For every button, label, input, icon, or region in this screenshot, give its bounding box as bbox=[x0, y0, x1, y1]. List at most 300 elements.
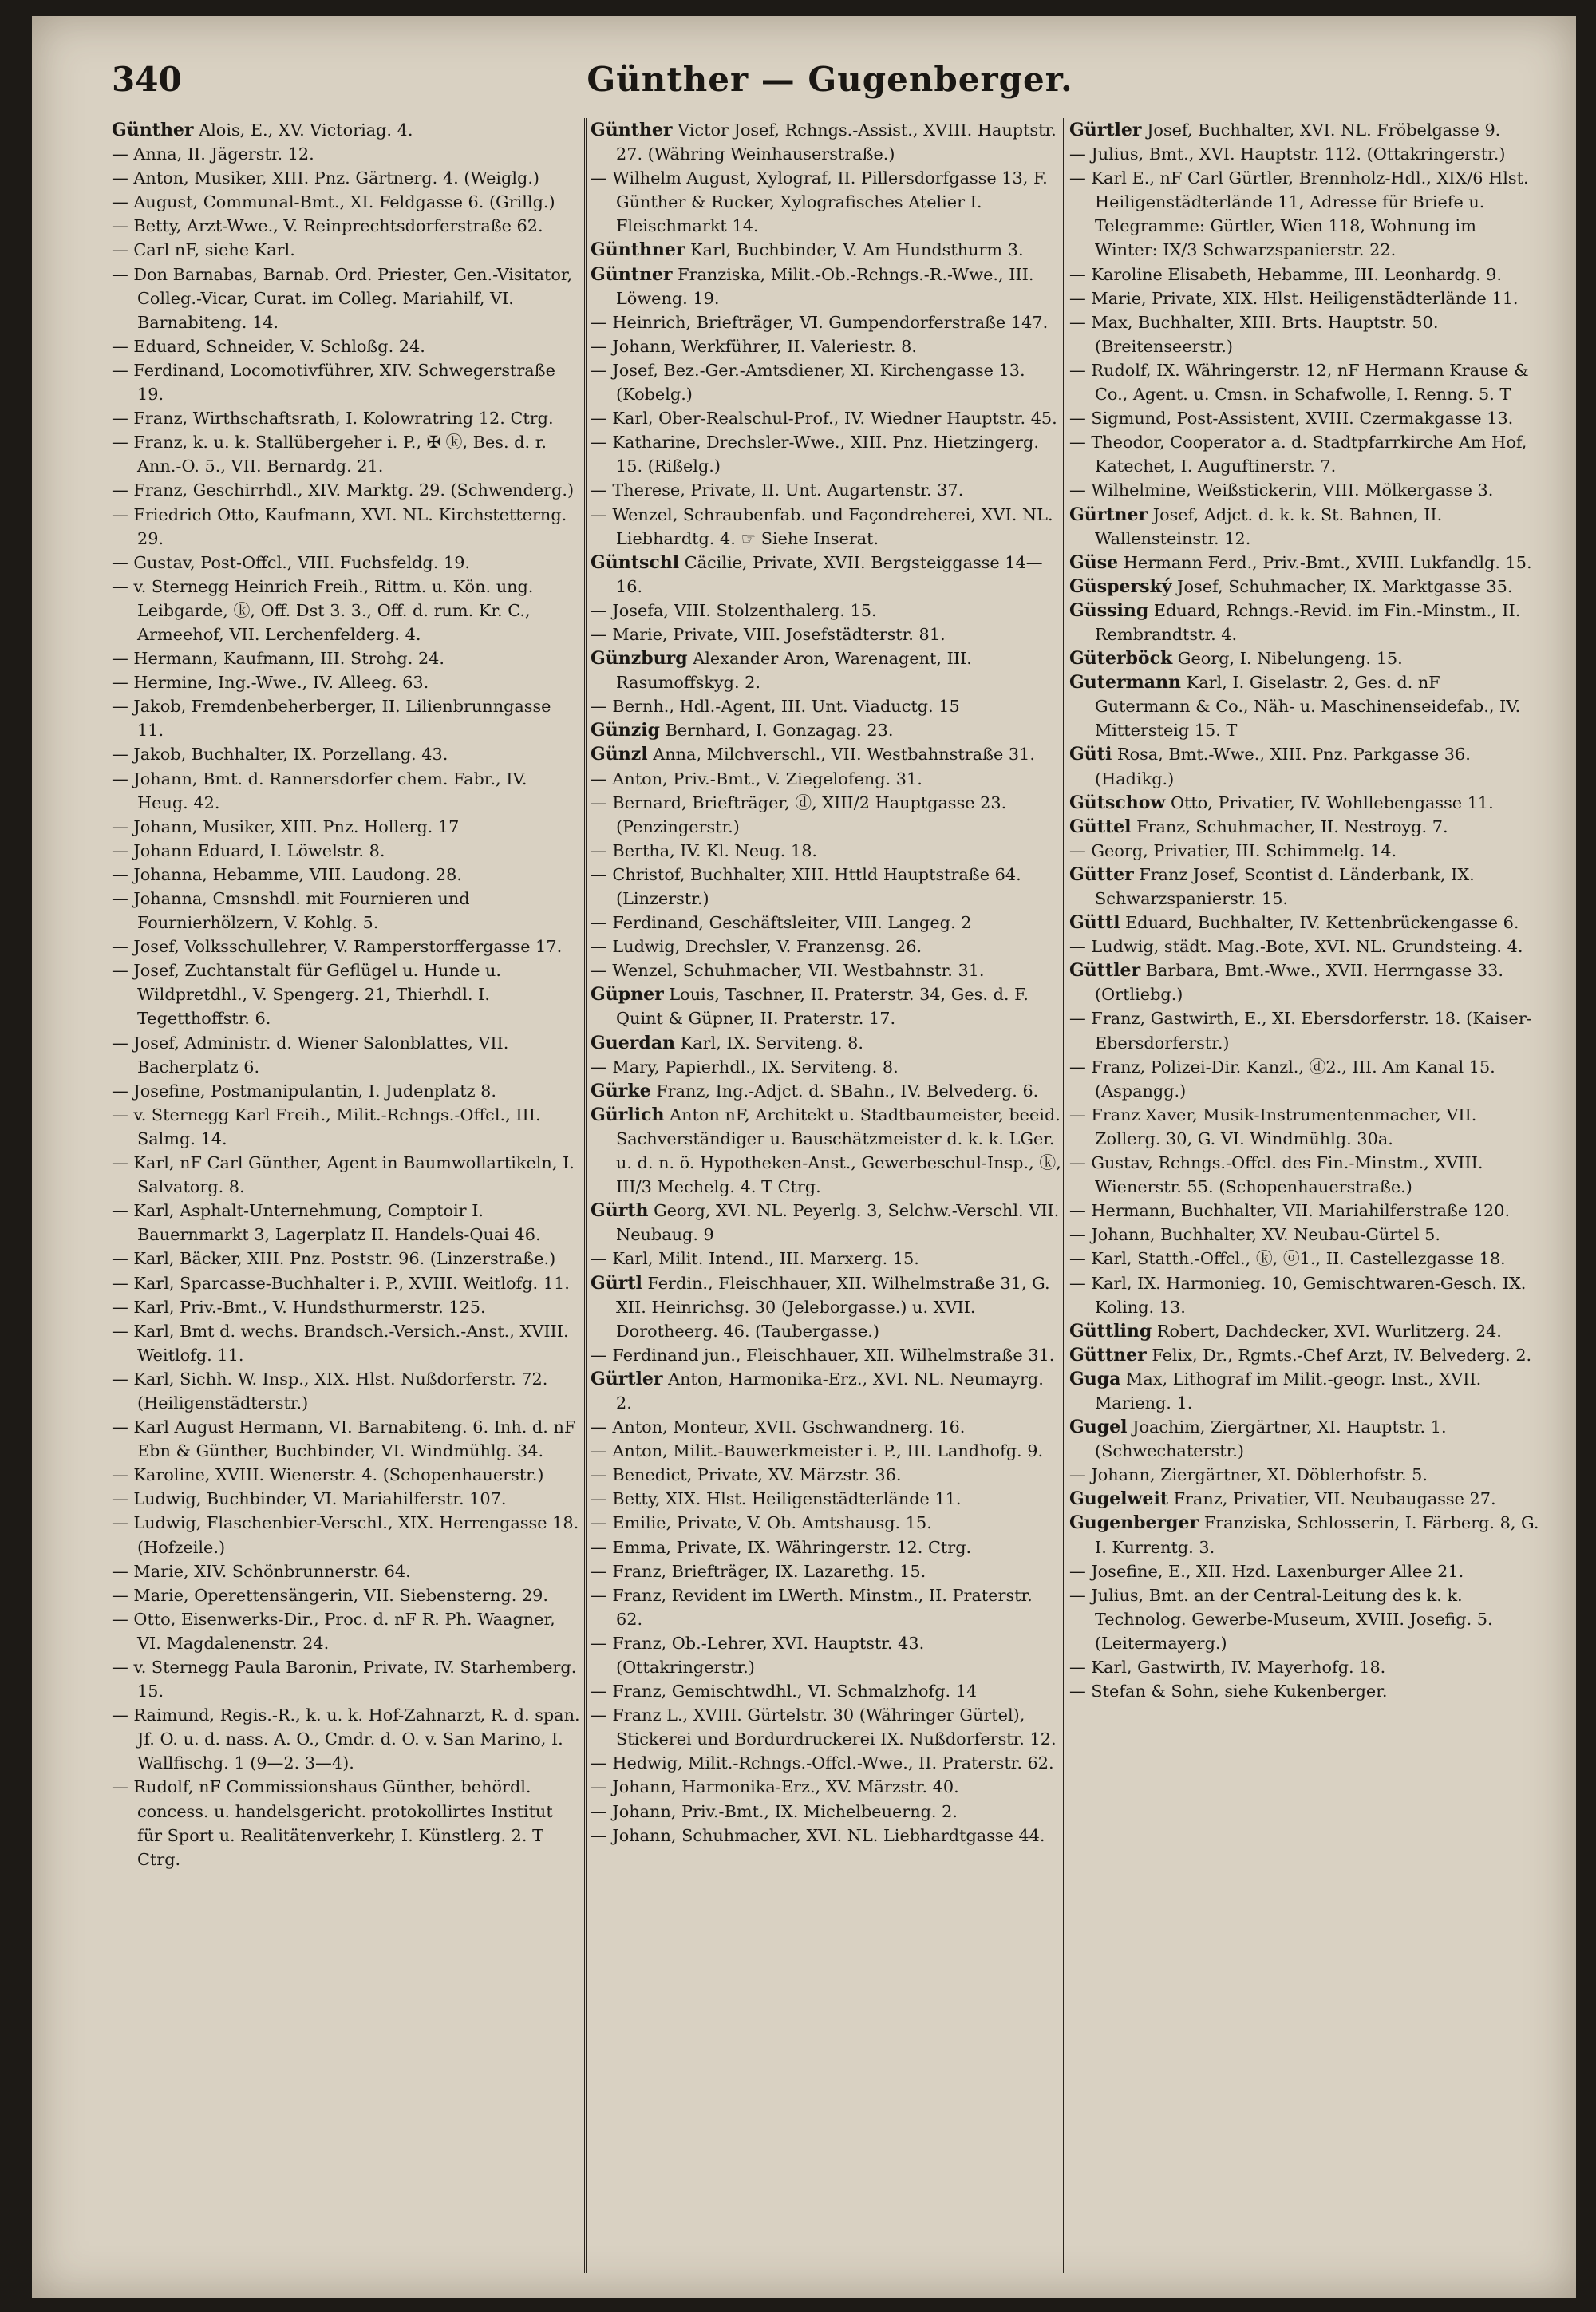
entry-surname: Güttl bbox=[1069, 912, 1120, 934]
entry-text: Anton nF, Architekt u. Stadtbaumeister, beeid. Sachverständiger u. Bauschätzmeister d. k. k. LGer. u. d. n. ö. Hypotheken-Anst., Gewerbeschul-Insp., ⓚ, III/3 Mechelg. 4. T Ctrg. bbox=[616, 1105, 1067, 1197]
directory-entry bbox=[591, 1703, 1061, 1751]
entry-text: — Ferdinand, Geschäftsleiter, VIII. Langeg. 2 bbox=[591, 913, 972, 933]
directory-entry bbox=[591, 1751, 1061, 1775]
directory-entry bbox=[112, 887, 583, 935]
entry-surname: Güttel bbox=[1069, 816, 1132, 837]
directory-entry bbox=[112, 742, 583, 766]
entry-text: — Karl, Bäcker, XIII. Pnz. Poststr. 96. (Linzerstraße.) bbox=[112, 1249, 556, 1269]
column-2 bbox=[591, 118, 1067, 2273]
entry-text: — Bertha, IV. Kl. Neug. 18. bbox=[591, 840, 818, 860]
directory-entry bbox=[591, 1415, 1061, 1439]
entry-text: — Bernh., Hdl.-Agent, III. Unt. Viaductg. 15 bbox=[591, 697, 960, 717]
directory-entry bbox=[112, 694, 583, 742]
entry-surname: Günther bbox=[112, 120, 194, 140]
directory-entry bbox=[591, 1199, 1065, 1247]
entry-text: Franziska, Schlosserin, I. Färberg. 8, G. I. Kurrentg. 3. bbox=[1095, 1513, 1545, 1557]
entry-text: — Friedrich Otto, Kaufmann, XVI. NL. Kirchstetterng. 29. bbox=[112, 504, 572, 548]
entry-text: — Julius, Bmt., XVI. Hauptstr. 112. (Ottakringerstr.) bbox=[1069, 144, 1506, 164]
entry-text: Josef, Adjct. d. k. k. St. Bahnen, II. Wallensteinstr. 12. bbox=[1095, 504, 1448, 548]
directory-entry bbox=[591, 1583, 1061, 1631]
directory-entry bbox=[1069, 1463, 1540, 1487]
directory-entry bbox=[112, 430, 583, 478]
directory-entry bbox=[112, 1031, 583, 1079]
directory-entry bbox=[591, 1055, 1061, 1079]
directory-entry bbox=[112, 358, 583, 406]
entry-surname: Günthner bbox=[591, 239, 685, 261]
entry-text: — Mary, Papierhdl., IX. Serviteng. 8. bbox=[591, 1057, 899, 1077]
directory-entry bbox=[112, 1367, 583, 1415]
entry-text: — v. Sternegg Karl Freih., Milit.-Rchngs.-Offcl., III. Salmg. 14. bbox=[112, 1105, 547, 1148]
entry-surname: Gürtl bbox=[591, 1272, 642, 1294]
entry-surname: Gürtler bbox=[591, 1368, 663, 1389]
directory-entry bbox=[591, 238, 1061, 262]
directory-entry bbox=[112, 334, 583, 358]
directory-entry bbox=[591, 1800, 1061, 1824]
entry-text: Eduard, Buchhalter, IV. Kettenbrückengasse 6. bbox=[1120, 913, 1519, 933]
directory-entry bbox=[112, 263, 583, 334]
directory-entry bbox=[112, 1151, 583, 1199]
directory-entry bbox=[1069, 310, 1540, 358]
entry-text: Rosa, Bmt.-Wwe., XIII. Pnz. Parkgasse 36. (Hadikg.) bbox=[1095, 745, 1476, 788]
entry-text: — Hedwig, Milit.-Rchngs.-Offcl.-Wwe., II. Praterstr. 62. bbox=[591, 1753, 1054, 1773]
entry-surname: Gürke bbox=[591, 1080, 651, 1101]
entry-surname: Gugel bbox=[1069, 1417, 1128, 1438]
entry-text: — August, Communal-Bmt., XI. Feldgasse 6. (Grillg.) bbox=[112, 192, 555, 212]
entry-surname: Guga bbox=[1069, 1368, 1121, 1389]
entry-text: — Johann, Buchhalter, XV. Neubau-Gürtel 5. bbox=[1069, 1225, 1440, 1245]
entry-text: Barbara, Bmt.-Wwe., XVII. Herrngasse 33. (Ortliebg.) bbox=[1095, 961, 1509, 1005]
directory-entry bbox=[1069, 1103, 1540, 1151]
entry-text: — Franz, Gastwirth, E., XI. Ebersdorferstr. 18. (Kaiser-Ebersdorferstr.) bbox=[1069, 1009, 1532, 1053]
directory-entry bbox=[112, 767, 583, 815]
entry-text: — Bernard, Briefträger, ⓓ, XIII/2 Hauptgasse 23. (Penzingerstr.) bbox=[591, 792, 1012, 836]
entry-text: — Anton, Milit.-Bauwerkmeister i. P., III. Landhofg. 9. bbox=[591, 1441, 1044, 1461]
entry-surname: Gürtler bbox=[1069, 120, 1142, 140]
entry-text: — Josef, Volksschullehrer, V. Ramperstorffergasse 17. bbox=[112, 937, 563, 957]
directory-entry bbox=[591, 358, 1061, 406]
entry-text: Hermann Ferd., Priv.-Bmt., XVIII. Lukfandlg. 15. bbox=[1118, 552, 1532, 572]
entry-surname: Güse bbox=[1069, 551, 1119, 573]
entry-text: — Anna, II. Jägerstr. 12. bbox=[112, 144, 314, 164]
directory-entry bbox=[591, 622, 1061, 646]
entry-text: — Johann, Ziergärtner, XI. Döblerhofstr. 5. bbox=[1069, 1465, 1428, 1485]
entry-surname: Güntschl bbox=[591, 551, 680, 573]
directory-entry bbox=[112, 1463, 583, 1487]
entry-text: — Karl, Gastwirth, IV. Mayerhofg. 18. bbox=[1069, 1658, 1386, 1677]
directory-entry bbox=[1069, 1559, 1540, 1583]
directory-entry bbox=[591, 958, 1061, 982]
entry-text: — Karl, nF Carl Günther, Agent in Baumwollartikeln, I. Salvatorg. 8. bbox=[112, 1153, 580, 1197]
directory-entry bbox=[1069, 430, 1540, 478]
entry-text: — Benedict, Private, XV. Märzstr. 36. bbox=[591, 1465, 902, 1485]
directory-entry bbox=[112, 1703, 586, 1775]
entry-text: Bernhard, I. Gonzagag. 23. bbox=[660, 721, 894, 741]
entry-text: — Don Barnabas, Barnab. Ord. Priester, Gen.-Visitator, Colleg.-Vicar, Curat. im Colleg. Mariahilf, VI. Barnabiteng. 14. bbox=[112, 264, 578, 332]
entry-text: — Hermann, Kaufmann, III. Strohg. 24. bbox=[112, 649, 445, 669]
directory-entry bbox=[1069, 575, 1540, 599]
directory-entry bbox=[1069, 1415, 1540, 1463]
entry-text: — Betty, Arzt-Wwe., V. Reinprechtsdorferstraße 62. bbox=[112, 216, 543, 236]
directory-entry bbox=[591, 334, 1061, 358]
directory-entry bbox=[1069, 1343, 1540, 1367]
directory-entry bbox=[112, 551, 583, 575]
entry-text: — Emilie, Private, V. Ob. Amtshausg. 15. bbox=[591, 1513, 932, 1533]
entry-text: — Ludwig, städt. Mag.-Bote, XVI. NL. Grundsteing. 4. bbox=[1069, 937, 1523, 957]
directory-entry bbox=[591, 1487, 1061, 1511]
directory-entry bbox=[1069, 1367, 1540, 1415]
entry-text: — Anton, Priv.-Bmt., V. Ziegelofeng. 31. bbox=[591, 769, 922, 788]
entry-text: — Marie, XIV. Schönbrunnerstr. 64. bbox=[112, 1561, 411, 1581]
directory-entry bbox=[591, 646, 1061, 694]
directory-entry bbox=[112, 1103, 583, 1151]
entry-text: — Franz, k. u. k. Stallübergeher i. P., ✠ ⓚ, Bes. d. r. Ann.-O. 5., VII. Bernardg. 21. bbox=[112, 433, 552, 476]
directory-entry bbox=[1069, 1655, 1540, 1679]
entry-text: Ferdin., Fleischhauer, XII. Wilhelmstraße 31, G. XII. Heinrichsg. 30 (Jeleborgasse.) u. XVII. Dorotheerg. 46. (Taubergasse.) bbox=[616, 1273, 1056, 1341]
directory-entry bbox=[1069, 911, 1540, 935]
directory-entry bbox=[112, 1247, 583, 1271]
directory-entry bbox=[591, 863, 1061, 911]
entry-text: — Ludwig, Flaschenbier-Verschl., XIX. Herrengasse 18. (Hofzeile.) bbox=[112, 1513, 584, 1557]
directory-entry bbox=[591, 1463, 1061, 1487]
directory-entry bbox=[591, 1511, 1061, 1535]
entry-text: — Raimund, Regis.-R., k. u. k. Hof-Zahnarzt, R. d. span. Jf. O. u. d. nass. A. O., Cmdr. d. O. v. San Marino, I. Wallfischg. 1 (9—2. 3—4). bbox=[112, 1705, 586, 1773]
directory-entry bbox=[591, 430, 1061, 478]
directory-entry bbox=[1069, 263, 1540, 287]
directory-entry bbox=[1069, 1199, 1540, 1223]
entry-text: Franz, Ing.-Adjct. d. SBahn., IV. Belvederg. 6. bbox=[650, 1081, 1039, 1101]
directory-entry bbox=[1069, 1271, 1540, 1319]
entry-text: — Franz, Geschirrhdl., XIV. Marktg. 29. (Schwenderg.) bbox=[112, 480, 575, 500]
entry-surname: Günzburg bbox=[591, 648, 688, 670]
directory-entry bbox=[591, 767, 1061, 791]
entry-text: — Karl, Ober-Realschul-Prof., IV. Wiedner Hauptstr. 45. bbox=[591, 409, 1057, 429]
entry-text: — Rudolf, nF Commissionshaus Günther, behördl. concess. u. handelsgericht. protokollirtes Institut für Sport u. Realitätenverkehr, I. Künstlerg. 2. T Ctrg. bbox=[112, 1777, 559, 1869]
entry-text: Louis, Taschner, II. Praterstr. 34, Ges. d. F. Quint & Güpner, II. Praterstr. 17. bbox=[616, 985, 1034, 1029]
directory-entry bbox=[591, 551, 1061, 599]
entry-text: — Josef, Zuchtanstalt für Geflügel u. Hunde u. Wildpretdhl., V. Spengerg. 21, Thierhdl. I. Tegetthoffstr. 6. bbox=[112, 961, 507, 1029]
directory-entry bbox=[591, 599, 1061, 622]
directory-entry bbox=[591, 1367, 1061, 1415]
entry-text: — Franz, Gemischtwdhl., VI. Schmalzhofg. 14 bbox=[591, 1682, 978, 1701]
entry-surname: Güntner bbox=[591, 263, 673, 285]
entry-text: Josef, Schuhmacher, IX. Marktgasse 35. bbox=[1171, 576, 1513, 596]
entry-text: — Johann, Schuhmacher, XVI. NL. Liebhardtgasse 44. bbox=[591, 1825, 1045, 1845]
entry-text: — Wilhelmine, Weißstickerin, VIII. Mölkergasse 3. bbox=[1069, 480, 1494, 500]
directory-entry bbox=[591, 791, 1061, 839]
page-title: Günther — Gugenberger. bbox=[587, 60, 1073, 99]
directory-entry bbox=[1069, 1223, 1540, 1247]
directory-entry bbox=[112, 238, 583, 262]
directory-entry bbox=[112, 1271, 583, 1295]
directory-entry bbox=[1069, 358, 1540, 406]
directory-entry bbox=[591, 839, 1061, 863]
entry-text: — Ludwig, Drechsler, V. Franzensg. 26. bbox=[591, 937, 922, 957]
directory-entry bbox=[591, 1775, 1061, 1799]
entry-text: — Karoline Elisabeth, Hebamme, III. Leonhardg. 9. bbox=[1069, 264, 1503, 284]
page-number: 340 bbox=[112, 60, 182, 99]
entry-text: — Jakob, Fremdenbeherberger, II. Lilienbrunngasse 11. bbox=[112, 697, 557, 741]
directory-entry bbox=[112, 1079, 583, 1103]
entry-text: Max, Lithograf im Milit.-geogr. Inst., XVII. Marieng. 1. bbox=[1095, 1369, 1487, 1413]
entry-text: — Marie, Private, VIII. Josefstädterstr. 81. bbox=[591, 624, 946, 644]
entry-text: — Karl, Bmt d. wechs. Brandsch.-Versich.-Anst., XVIII. Weitlofg. 11. bbox=[112, 1321, 575, 1365]
directory-entry bbox=[1069, 503, 1540, 551]
directory-entry bbox=[591, 478, 1061, 502]
entry-text: Franz Josef, Scontist d. Länderbank, IX. Schwarzspanierstr. 15. bbox=[1095, 864, 1480, 908]
entry-text: — Karl August Hermann, VI. Barnabiteng. 6. Inh. d. nF Ebn & Günther, Buchbinder, VI. Windmühlg. 34. bbox=[112, 1417, 581, 1461]
directory-entry bbox=[1069, 646, 1540, 670]
directory-entry bbox=[112, 1775, 583, 1871]
entry-text: — Wilhelm August, Xylograf, II. Pillersdorfgasse 13, F. Günther & Rucker, Xylografisches Atelier I. Fleischmarkt 14. bbox=[591, 168, 1053, 236]
entry-text: — Josef, Administr. d. Wiener Salonblattes, VII. Bacherplatz 6. bbox=[112, 1033, 515, 1077]
entry-surname: Gütter bbox=[1069, 864, 1134, 885]
directory-entry bbox=[112, 1319, 583, 1367]
directory-entry bbox=[112, 190, 583, 214]
directory-entry bbox=[1069, 958, 1540, 1006]
entry-text: Josef, Buchhalter, XVI. NL. Fröbelgasse 9. bbox=[1141, 121, 1501, 140]
directory-entry bbox=[591, 1535, 1061, 1559]
directory-entry bbox=[112, 935, 583, 958]
entry-text: — Josefine, Postmanipulantin, I. Judenplatz 8. bbox=[112, 1081, 496, 1101]
entry-surname: Güttner bbox=[1069, 1344, 1147, 1365]
entry-text: — Heinrich, Briefträger, VI. Gumpendorferstraße 147. bbox=[591, 312, 1049, 332]
directory-entry bbox=[591, 1631, 1061, 1679]
directory-entry bbox=[1069, 1006, 1540, 1054]
entry-text: — Karl, IX. Harmonieg. 10, Gemischtwaren-Gesch. IX. Koling. 13. bbox=[1069, 1273, 1532, 1317]
entry-text: — Hermann, Buchhalter, VII. Mariahilferstraße 120. bbox=[1069, 1201, 1511, 1221]
directory-entry bbox=[112, 478, 583, 502]
entry-text: — Ludwig, Buchbinder, VI. Mariahilferstr. 107. bbox=[112, 1489, 507, 1509]
entry-text: — v. Sternegg Heinrich Freih., Rittm. u. Kön. ung. Leibgarde, ⓚ, Off. Dst 3. 3., Off. d. rum. Kr. C., Armeehof, VII. Lerchenfelderg. 4. bbox=[112, 576, 539, 644]
directory-entry bbox=[591, 1439, 1061, 1463]
entry-text: Eduard, Rchngs.-Revid. im Fin.-Minstm., II. Rembrandtstr. 4. bbox=[1095, 600, 1526, 644]
entry-surname: Günzl bbox=[591, 744, 648, 765]
entry-text: — Karl, Sichh. W. Insp., XIX. Hlst. Nußdorferstr. 72. (Heiligenstädterstr.) bbox=[112, 1369, 553, 1413]
column-1 bbox=[112, 118, 586, 2273]
entry-text: — Karl, Statth.-Offcl., ⓚ, ⓞ1., II. Castellezgasse 18. bbox=[1069, 1249, 1506, 1269]
directory-entry bbox=[1069, 1583, 1540, 1655]
directory-entry bbox=[591, 118, 1061, 166]
directory-entry bbox=[1069, 1511, 1545, 1559]
directory-entry bbox=[1069, 839, 1540, 863]
directory-entry bbox=[112, 166, 583, 190]
entry-text: — Marie, Private, XIX. Hlst. Heiligenstädterlände 11. bbox=[1069, 288, 1519, 308]
entry-text: — Franz L., XVIII. Gürtelstr. 30 (Währinger Gürtel), Stickerei und Bordurdruckerei IX. Nußdorferstr. 12. bbox=[591, 1705, 1057, 1749]
entry-surname: Günzig bbox=[591, 720, 661, 741]
directory-entry bbox=[112, 1607, 583, 1655]
directory-entry bbox=[112, 1655, 583, 1703]
directory-entry bbox=[591, 1079, 1061, 1103]
entry-surname: Güterböck bbox=[1069, 648, 1173, 670]
entry-text: Alexander Aron, Warenagent, III. Rasumoffskyg. 2. bbox=[616, 649, 978, 693]
directory-entry bbox=[112, 1511, 583, 1559]
directory-entry bbox=[1069, 935, 1540, 958]
directory-entry bbox=[112, 1295, 583, 1319]
directory-entry bbox=[1069, 1247, 1540, 1271]
entry-surname: Güssing bbox=[1069, 599, 1149, 621]
directory-entry bbox=[591, 982, 1061, 1030]
entry-text: Karl, IX. Serviteng. 8. bbox=[675, 1033, 863, 1053]
entry-text: — Katharine, Drechsler-Wwe., XIII. Pnz. Hietzingerg. 15. (Rißelg.) bbox=[591, 433, 1045, 476]
entry-text: — Gustav, Rchngs.-Offcl. des Fin.-Minstm., XVIII. Wienerstr. 55. (Schopenhauerstraße.) bbox=[1069, 1153, 1489, 1197]
directory-entry bbox=[591, 718, 1061, 742]
directory-entry bbox=[1069, 551, 1540, 575]
entry-text: — Marie, Operettensängerin, VII. Siebensterng. 29. bbox=[112, 1585, 549, 1605]
entry-text: — Hermine, Ing.-Wwe., IV. Alleeg. 63. bbox=[112, 673, 429, 693]
entry-text: — Karl, Sparcasse-Buchhalter i. P., XVIII. Weitlofg. 11. bbox=[112, 1273, 570, 1293]
entry-text: — Franz, Revident im LWerth. Minstm., II. Praterstr. 62. bbox=[591, 1585, 1038, 1629]
directory-entry bbox=[591, 1271, 1061, 1343]
entry-surname: Gürlich bbox=[591, 1104, 665, 1125]
entry-text: Georg, XVI. NL. Peyerlg. 3, Selchw.-Verschl. VII. Neubaug. 9 bbox=[616, 1201, 1065, 1245]
entry-text: — Franz, Polizei-Dir. Kanzl., ⓓ2., III. Am Kanal 15. (Aspangg.) bbox=[1069, 1057, 1501, 1101]
directory-entry bbox=[112, 863, 583, 887]
directory-entry bbox=[112, 118, 583, 142]
directory-entry bbox=[591, 935, 1061, 958]
directory-entry bbox=[1069, 478, 1540, 502]
entry-text: — Wenzel, Schuhmacher, VII. Westbahnstr. 31. bbox=[591, 961, 985, 981]
entry-text: — Eduard, Schneider, V. Schloßg. 24. bbox=[112, 336, 425, 356]
entry-text: — Johann, Harmonika-Erz., XV. Märzstr. 40. bbox=[591, 1777, 959, 1797]
directory-entry bbox=[112, 815, 583, 839]
directory-entry bbox=[112, 1487, 583, 1511]
entry-text: — Carl nF, siehe Karl. bbox=[112, 240, 295, 260]
entry-text: Georg, I. Nibelungeng. 15. bbox=[1172, 649, 1403, 669]
directory-entry bbox=[591, 1247, 1061, 1271]
entry-surname: Gütschow bbox=[1069, 792, 1166, 813]
entry-text: — Johann, Werkführer, II. Valeriestr. 8. bbox=[591, 336, 917, 356]
directory-entry bbox=[112, 839, 583, 863]
directory-entry bbox=[1069, 406, 1540, 430]
directory-entry bbox=[112, 958, 583, 1030]
entry-text: Alois, E., XV. Victoriag. 4. bbox=[193, 121, 413, 140]
entry-text: — Wenzel, Schraubenfab. und Façondreherei, XVI. NL. Liebhardtg. 4. ☞ Siehe Inserat. bbox=[591, 504, 1059, 548]
directory-entry bbox=[591, 694, 1061, 718]
directory-entry bbox=[112, 646, 583, 670]
entry-surname: Gürth bbox=[591, 1200, 649, 1222]
directory-entry bbox=[1069, 863, 1540, 911]
directory-entry bbox=[1069, 1151, 1540, 1199]
entry-text: — Karl, Asphalt-Unternehmung, Comptoir I. Bauernmarkt 3, Lagerplatz II. Handels-Quai 46. bbox=[112, 1201, 541, 1245]
page-header bbox=[112, 60, 1548, 108]
entry-text: Franz, Privatier, VII. Neubaugasse 27. bbox=[1167, 1489, 1496, 1509]
directory-entry bbox=[1069, 815, 1540, 839]
entry-text: — Josef, Bez.-Ger.-Amtsdiener, XI. Kirchengasse 13. (Kobelg.) bbox=[591, 360, 1031, 405]
entry-text: — Ferdinand, Locomotivführer, XIV. Schwegerstraße 19. bbox=[112, 360, 561, 405]
entry-text: — Franz, Briefträger, IX. Lazarethg. 15. bbox=[591, 1561, 926, 1581]
directory-entry bbox=[1069, 287, 1540, 310]
entry-surname: Güsperský bbox=[1069, 575, 1172, 597]
entry-text: — Georg, Privatier, III. Schimmelg. 14. bbox=[1069, 840, 1397, 860]
entry-text: — Otto, Eisenwerks-Dir., Proc. d. nF R. Ph. Waagner, VI. Magdalenenstr. 24. bbox=[112, 1609, 561, 1653]
directory-entry bbox=[1069, 1487, 1540, 1511]
entry-text: — Franz, Ob.-Lehrer, XVI. Hauptstr. 43. (Ottakringerstr.) bbox=[591, 1633, 930, 1677]
entry-text: — Karl, Milit. Intend., III. Marxerg. 15. bbox=[591, 1249, 919, 1269]
entry-text: — Johanna, Cmsnshdl. mit Fournieren und Fournierhölzern, V. Kohlg. 5. bbox=[112, 889, 476, 933]
directory-page bbox=[32, 16, 1576, 2298]
directory-entry bbox=[112, 575, 583, 646]
entry-text: Victor Josef, Rchngs.-Assist., XVIII. Hauptstr. 27. (Währing Weinhauserstraße.) bbox=[616, 121, 1062, 164]
directory-entry bbox=[112, 1199, 583, 1247]
entry-text: — v. Sternegg Paula Baronin, Private, IV. Starhemberg. 15. bbox=[112, 1658, 582, 1701]
entry-text: — Christof, Buchhalter, XIII. Httld Hauptstraße 64. (Linzerstr.) bbox=[591, 864, 1027, 908]
entry-text: Anna, Milchverschl., VII. Westbahnstraße 31. bbox=[647, 745, 1035, 765]
directory-entry bbox=[112, 670, 583, 694]
entry-text: — Gustav, Post-Offcl., VIII. Fuchsfeldg. 19. bbox=[112, 552, 471, 572]
entry-surname: Güttling bbox=[1069, 1320, 1152, 1342]
entry-text: — Betty, XIX. Hlst. Heiligenstädterlände 11. bbox=[591, 1489, 962, 1509]
directory-entry bbox=[1069, 166, 1540, 262]
entry-text: — Anton, Musiker, XIII. Pnz. Gärtnerg. 4. (Weiglg.) bbox=[112, 168, 540, 188]
entry-text: Joachim, Ziergärtner, XI. Hauptstr. 1. (Schwechaterstr.) bbox=[1095, 1417, 1452, 1461]
directory-entry bbox=[1069, 1679, 1540, 1703]
entry-text: Karl, I. Giselastr. 2, Ges. d. nF Gutermann & Co., Näh- u. Maschinenseidefab., IV. Mittersteig 15. T bbox=[1095, 673, 1526, 741]
directory-entry bbox=[591, 263, 1061, 310]
entry-text: — Josefine, E., XII. Hzd. Laxenburger Allee 21. bbox=[1069, 1561, 1464, 1581]
entry-surname: Gugelweit bbox=[1069, 1488, 1168, 1510]
entry-text: — Sigmund, Post-Assistent, XVIII. Czermakgasse 13. bbox=[1069, 409, 1514, 429]
directory-entry bbox=[591, 1559, 1061, 1583]
entry-text: — Johann, Musiker, XIII. Pnz. Hollerg. 17 bbox=[112, 816, 460, 836]
directory-entry bbox=[591, 1103, 1067, 1199]
directory-entry bbox=[1069, 599, 1540, 646]
directory-entry bbox=[591, 406, 1061, 430]
directory-entry bbox=[591, 1343, 1061, 1367]
entry-text: — Johann, Bmt. d. Rannersdorfer chem. Fabr., IV. Heug. 42. bbox=[112, 769, 533, 812]
directory-entry bbox=[1069, 118, 1540, 142]
entry-text: — Anton, Monteur, XVII. Gschwandnerg. 16. bbox=[591, 1417, 966, 1437]
directory-entry bbox=[1069, 142, 1540, 166]
entry-text: Franziska, Milit.-Ob.-Rchngs.-R.-Wwe., III. Löweng. 19. bbox=[616, 264, 1040, 308]
directory-entry bbox=[591, 1679, 1061, 1703]
directory-entry bbox=[591, 1824, 1061, 1848]
directory-entry bbox=[591, 1031, 1061, 1055]
entry-surname: Güttler bbox=[1069, 960, 1141, 982]
entry-text: Otto, Privatier, IV. Wohllebengasse 11. bbox=[1165, 792, 1494, 812]
entry-text: — Karl E., nF Carl Gürtler, Brennholz-Hdl., XIX/6 Hlst. Heiligenstädterlände 11, Adresse für Briefe u. Telegramme: Gürtler, Wien 118, Wohnung im Winter: IX/3 Schwarzspanierstr. 22. bbox=[1069, 168, 1535, 260]
entry-text: — Theodor, Cooperator a. d. Stadtpfarrkirche Am Hof, Katechet, I. Auguftinerstr. 7. bbox=[1069, 433, 1533, 476]
entry-text: Franz, Schuhmacher, II. Nestroyg. 7. bbox=[1131, 816, 1448, 836]
entry-surname: Gutermann bbox=[1069, 672, 1182, 694]
entry-text: Anton, Harmonika-Erz., XVI. NL. Neumayrg. 2. bbox=[616, 1369, 1049, 1413]
directory-entry bbox=[112, 142, 583, 166]
directory-entry bbox=[112, 1559, 583, 1583]
directory-entry bbox=[591, 166, 1061, 238]
entry-text: — Stefan & Sohn, siehe Kukenberger. bbox=[1069, 1682, 1388, 1701]
directory-entry bbox=[591, 911, 1061, 935]
entry-text: — Johanna, Hebamme, VIII. Laudong. 28. bbox=[112, 864, 462, 884]
entry-text: — Karoline, XVIII. Wienerstr. 4. (Schopenhauerstr.) bbox=[112, 1465, 544, 1485]
entry-text: — Jakob, Buchhalter, IX. Porzellang. 43. bbox=[112, 745, 448, 765]
directory-entry bbox=[112, 1583, 583, 1607]
directory-entry bbox=[112, 503, 583, 551]
entry-text: — Therese, Private, II. Unt. Augartenstr. 37. bbox=[591, 480, 964, 500]
directory-entry bbox=[591, 503, 1061, 551]
column-divider bbox=[1063, 118, 1065, 2273]
entry-text: — Franz, Wirthschaftsrath, I. Kolowratring 12. Ctrg. bbox=[112, 409, 554, 429]
entry-text: — Franz Xaver, Musik-Instrumentenmacher, VII. Zollerg. 30, G. VI. Windmühlg. 30a. bbox=[1069, 1105, 1483, 1148]
entry-surname: Gürtner bbox=[1069, 504, 1148, 525]
entry-text: — Max, Buchhalter, XIII. Brts. Hauptstr. 50. (Breitenseerstr.) bbox=[1069, 312, 1444, 356]
entry-text: Karl, Buchbinder, V. Am Hundsthurm 3. bbox=[685, 240, 1024, 260]
entry-text: Robert, Dachdecker, XVI. Wurlitzerg. 24. bbox=[1152, 1321, 1502, 1341]
directory-entry bbox=[1069, 1055, 1540, 1103]
entry-surname: Günther bbox=[591, 120, 673, 140]
entry-surname: Güti bbox=[1069, 744, 1112, 765]
entry-text: — Rudolf, IX. Währingerstr. 12, nF Hermann Krause & Co., Agent. u. Cmsn. in Schafwolle, I. Renng. 5. T bbox=[1069, 360, 1535, 405]
entry-surname: Güpner bbox=[591, 984, 664, 1006]
directory-entry bbox=[1069, 670, 1540, 742]
